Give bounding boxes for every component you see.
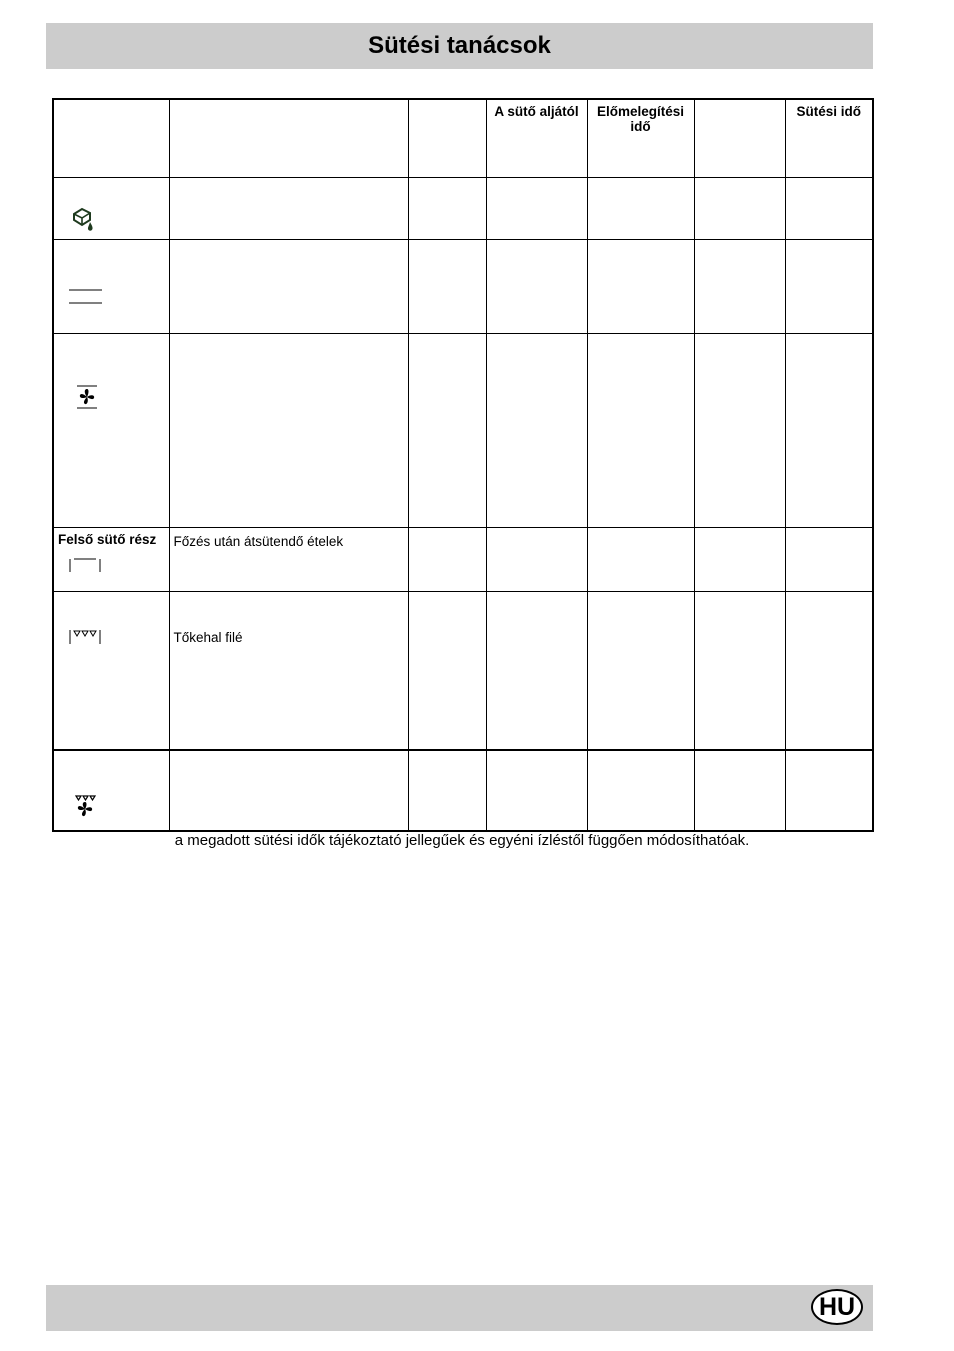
data-cell — [486, 527, 587, 591]
header-cell — [408, 99, 486, 177]
data-cell — [694, 333, 785, 527]
fan-grill-icon — [72, 793, 98, 819]
fan-oven-icon — [74, 384, 100, 410]
data-cell — [587, 333, 694, 527]
table-row — [53, 750, 873, 831]
data-cell — [587, 177, 694, 239]
grill-icon — [68, 628, 104, 646]
table-row — [53, 239, 873, 333]
table-row — [53, 527, 873, 591]
table-row — [53, 591, 873, 750]
mode-label: Felső sütő rész — [58, 531, 157, 547]
data-cell — [694, 591, 785, 750]
food-cell — [169, 177, 408, 239]
table-row — [53, 177, 873, 239]
data-cell — [785, 591, 873, 750]
header-cell: A sütő aljától — [486, 99, 587, 177]
data-cell — [486, 750, 587, 831]
data-cell — [785, 239, 873, 333]
cooking-tips-table — [52, 98, 874, 832]
table-row — [53, 333, 873, 527]
data-cell — [694, 750, 785, 831]
data-cell — [408, 750, 486, 831]
footnote: a megadott sütési idők tájékoztató jellegűek és egyéni ízléstől függően módosíthatóak. — [174, 832, 750, 849]
top-oven-icon — [68, 556, 104, 574]
header-cell — [53, 99, 169, 177]
mode-cell — [53, 750, 169, 831]
data-cell — [486, 239, 587, 333]
data-cell — [694, 177, 785, 239]
page-title: Sütési tanácsok — [368, 32, 551, 59]
data-cell — [587, 527, 694, 591]
food-label: Főzés után átsütendő ételek — [173, 533, 344, 549]
mode-cell — [53, 591, 169, 750]
data-cell — [486, 591, 587, 750]
data-cell — [408, 177, 486, 239]
food-cell — [169, 333, 408, 527]
food-cell — [169, 750, 408, 831]
mode-cell — [53, 333, 169, 527]
header-cell — [694, 99, 785, 177]
data-cell — [785, 177, 873, 239]
defrost-icon — [68, 205, 98, 233]
language-badge: HU — [811, 1289, 863, 1325]
data-cell — [486, 333, 587, 527]
table-header-row — [53, 99, 873, 177]
footer-bar — [46, 1285, 873, 1331]
data-cell — [486, 177, 587, 239]
mode-cell — [53, 527, 169, 591]
data-cell — [408, 527, 486, 591]
data-cell — [785, 527, 873, 591]
header-cell: Előmelegítési idő — [587, 99, 694, 177]
header-cell: Sütési idő — [785, 99, 873, 177]
data-cell — [694, 527, 785, 591]
food-label: Tőkehal filé — [173, 629, 243, 645]
data-cell — [408, 591, 486, 750]
data-cell — [408, 333, 486, 527]
mode-cell — [53, 177, 169, 239]
title-bar — [46, 23, 873, 69]
data-cell — [785, 333, 873, 527]
data-cell — [408, 239, 486, 333]
top-bottom-heat-icon — [68, 288, 104, 308]
data-cell — [785, 750, 873, 831]
food-cell — [169, 527, 408, 591]
header-cell — [169, 99, 408, 177]
food-cell — [169, 591, 408, 750]
data-cell — [694, 239, 785, 333]
data-cell — [587, 239, 694, 333]
mode-cell — [53, 239, 169, 333]
food-cell — [169, 239, 408, 333]
data-cell — [587, 750, 694, 831]
data-cell — [587, 591, 694, 750]
